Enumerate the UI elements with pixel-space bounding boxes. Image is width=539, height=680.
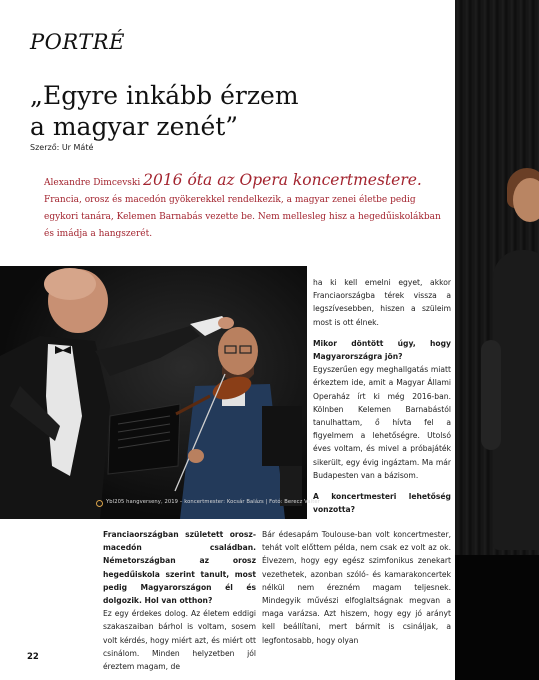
article-title bbox=[30, 80, 430, 142]
photo-caption: Ybl205 hangverseny, 2019 – koncertmester: Kocsár Balázs | Fotó: Berecz Valter bbox=[106, 499, 320, 505]
violinist-hand bbox=[188, 449, 204, 463]
stage-floor bbox=[455, 555, 539, 680]
lead-paragraph bbox=[44, 172, 449, 243]
text-column-middle bbox=[262, 528, 451, 647]
interview-question: Franciaországban született orosz-macedón családban. Németországban az orosz hegedűiskola szerint tanult, most pedig Magyarországon él és dolgozik. Hol van otthon? bbox=[103, 530, 256, 606]
interview-question: A koncertmesteri lehetőség vonzotta? bbox=[313, 492, 451, 515]
camera-icon bbox=[96, 500, 103, 507]
paragraph: ha ki kell emelni egyet, akkor Franciaországba térek vissza a legszívesebben, hiszen a szüleim most is ott élnek. bbox=[313, 278, 451, 327]
interview-question: Mikor döntött úgy, hogy Magyarországra jön? bbox=[313, 338, 451, 362]
right-photo-strip bbox=[455, 0, 539, 680]
paragraph: Bár édesapám Toulouse-ban volt koncertmester, tehát volt előttem példa, nem csak ez volt az ok. Élvezem, hogy egy egész szimfonikus zenekart vezethetek, azonban szóló- és kamarakoncertek nélkül nem érezném magam teljesnek. Mindegyik művészi elfoglaltságnak megvan a maga varázsa. Azt hiszem, hogy egy jó arányt kell beállítani, mert bármit is csináljak, a legfontosabb, hogy olyan bbox=[262, 530, 451, 645]
paragraph: Egyszerűen egy meghallgatás miatt érkeztem ide, amit a Magyar Állami Operaház írt ki még 2016-ban. Kölnben Kelemen Barnabástól tanulhattam, ő hívta fel a figyelmem a lehetőségre. Utolsó éves voltam, és mivel a próbajáték sikerült, egy évig ingáztam. Ma már Budapesten van a bázisom. bbox=[313, 365, 451, 480]
lead-rest: Francia, orosz és macedón gyökerekkel rendelkezik, a magyar zenei életbe pedig egykori tanára, Kelemen Barnabás vezette be. Nem mellesleg hisz a hegedűiskolákban és imádja a hangszerét. bbox=[44, 195, 441, 239]
conductor-arm bbox=[95, 326, 200, 376]
lead-name: Alexandre Dimcevski bbox=[44, 178, 144, 188]
text-column-left bbox=[103, 528, 256, 673]
title-line-2: a magyar zenét” bbox=[30, 112, 239, 141]
music-stand bbox=[108, 404, 180, 474]
byline: Szerző: Ur Máté bbox=[30, 143, 94, 152]
text-column-right bbox=[313, 276, 451, 516]
page-number: 22 bbox=[27, 652, 39, 662]
conductor-scalp bbox=[44, 268, 96, 300]
concert-illustration bbox=[0, 266, 307, 519]
conductor-hand bbox=[218, 317, 234, 329]
lead-highlight: 2016 óta az Opera koncertmestere. bbox=[143, 171, 422, 189]
musician-arm bbox=[481, 340, 501, 450]
paragraph: Ez egy érdekes dolog. Az életem eddigi szakaszaiban bárhol is voltam, sosem volt kérdés, hogy miért azt, és miért ott csinálom. Minden helyzetben jól éreztem magam, de bbox=[103, 609, 256, 672]
concert-photo bbox=[0, 266, 307, 519]
musician-head bbox=[513, 178, 539, 222]
title-line-1: „Egyre inkább érzem bbox=[30, 81, 299, 110]
violinist-head bbox=[218, 327, 258, 375]
section-label: PORTRÉ bbox=[30, 30, 125, 54]
background-chair bbox=[262, 406, 302, 466]
